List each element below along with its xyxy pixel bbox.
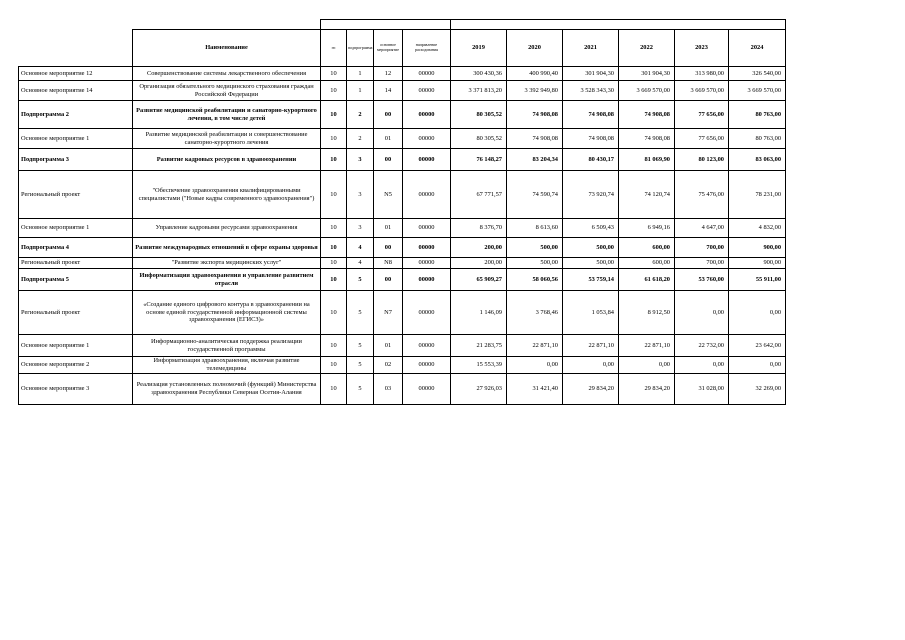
row-value: 21 283,75: [451, 335, 507, 357]
row-pp: 5: [347, 335, 374, 357]
row-value: 80 305,52: [451, 101, 507, 129]
row-value: 8 376,70: [451, 219, 507, 238]
table-row: [19, 374, 786, 405]
row-value: 80 305,52: [451, 129, 507, 149]
header-year: 2021: [563, 30, 619, 67]
header-year: 2020: [507, 30, 563, 67]
row-nr: 00000: [403, 291, 451, 335]
table-row: [19, 238, 786, 258]
row-gp: 10: [321, 291, 347, 335]
header-podprogramma: подпрограмма: [347, 30, 374, 67]
row-nr: 00000: [403, 101, 451, 129]
row-value: 31 028,00: [675, 374, 729, 405]
row-value: 29 834,20: [619, 374, 675, 405]
row-gp: 10: [321, 374, 347, 405]
row-nr: 00000: [403, 258, 451, 269]
row-type: Региональный проект: [19, 291, 133, 335]
row-value: 55 911,00: [729, 269, 786, 291]
row-value: 200,00: [451, 258, 507, 269]
row-value: 8 912,50: [619, 291, 675, 335]
row-name: Развитие кадровых ресурсов в здравоохранении: [133, 149, 321, 171]
row-om: N8: [374, 258, 403, 269]
row-value: 80 430,17: [563, 149, 619, 171]
header-osnovnoe: основное мероприятие: [374, 30, 403, 67]
row-value: 600,00: [619, 238, 675, 258]
row-gp: 10: [321, 269, 347, 291]
row-pp: 3: [347, 219, 374, 238]
row-om: 01: [374, 335, 403, 357]
row-value: 74 908,08: [507, 129, 563, 149]
row-type: Подпрограмма 2: [19, 101, 133, 129]
row-value: 74 908,08: [563, 129, 619, 149]
header-year: 2019: [451, 30, 507, 67]
row-pp: 5: [347, 357, 374, 374]
row-pp: 2: [347, 129, 374, 149]
row-name: Развитие медицинской реабилитации и совершенствование санаторно-курортного лечения: [133, 129, 321, 149]
budget-table-sheet: [18, 19, 785, 405]
row-value: 0,00: [675, 357, 729, 374]
row-value: 74 908,08: [563, 101, 619, 129]
row-value: 0,00: [563, 357, 619, 374]
row-value: 313 980,00: [675, 67, 729, 81]
row-name: Управление кадровыми ресурсами здравоохранения: [133, 219, 321, 238]
row-name: Развитие международных отношений в сфере охраны здоровья: [133, 238, 321, 258]
table-row: [19, 291, 786, 335]
row-value: 27 926,03: [451, 374, 507, 405]
row-value: 53 760,00: [675, 269, 729, 291]
row-name: Развитие медицинской реабилитации и санаторно-курортного лечения, в том числе детей: [133, 101, 321, 129]
row-nr: 00000: [403, 171, 451, 219]
table-row: [19, 269, 786, 291]
row-om: 12: [374, 67, 403, 81]
row-pp: 2: [347, 101, 374, 129]
row-value: 76 148,27: [451, 149, 507, 171]
header-year: 2022: [619, 30, 675, 67]
row-value: 0,00: [675, 291, 729, 335]
row-name: "Развитие экспорта медицинских услуг": [133, 258, 321, 269]
row-value: 58 060,56: [507, 269, 563, 291]
row-gp: 10: [321, 238, 347, 258]
row-value: 77 656,00: [675, 129, 729, 149]
table-row: [19, 67, 786, 81]
row-type: Основное мероприятие 1: [19, 335, 133, 357]
row-pp: 1: [347, 81, 374, 101]
row-value: 53 759,14: [563, 269, 619, 291]
row-value: 80 763,00: [729, 101, 786, 129]
row-type: Основное мероприятие 2: [19, 357, 133, 374]
row-pp: 5: [347, 291, 374, 335]
row-om: 00: [374, 149, 403, 171]
row-value: 74 908,08: [507, 101, 563, 129]
row-om: 14: [374, 81, 403, 101]
row-om: 01: [374, 129, 403, 149]
table-row: [19, 335, 786, 357]
row-value: 23 642,00: [729, 335, 786, 357]
row-value: 700,00: [675, 238, 729, 258]
row-value: 61 618,20: [619, 269, 675, 291]
row-om: 00: [374, 238, 403, 258]
row-pp: 5: [347, 374, 374, 405]
table-row: [19, 129, 786, 149]
row-value: 0,00: [729, 357, 786, 374]
row-pp: 3: [347, 171, 374, 219]
row-value: 65 909,27: [451, 269, 507, 291]
row-type: Подпрограмма 5: [19, 269, 133, 291]
row-value: 400 990,40: [507, 67, 563, 81]
row-value: 700,00: [675, 258, 729, 269]
row-value: 67 771,57: [451, 171, 507, 219]
row-type: Основное мероприятие 1: [19, 219, 133, 238]
row-value: 4 647,00: [675, 219, 729, 238]
row-gp: 10: [321, 67, 347, 81]
row-nr: 00000: [403, 149, 451, 171]
row-pp: 5: [347, 269, 374, 291]
row-value: 83 204,34: [507, 149, 563, 171]
row-value: 81 069,90: [619, 149, 675, 171]
row-om: 00: [374, 101, 403, 129]
row-value: 15 553,39: [451, 357, 507, 374]
row-value: 74 120,74: [619, 171, 675, 219]
row-gp: 10: [321, 171, 347, 219]
row-name: Реализация установленных полномочий (функций) Министерства здравоохранения Республики Северная Осетия-Алания: [133, 374, 321, 405]
row-pp: 3: [347, 149, 374, 171]
row-value: 80 123,00: [675, 149, 729, 171]
row-value: 3 392 949,80: [507, 81, 563, 101]
row-type: Основное мероприятие 12: [19, 67, 133, 81]
row-value: 6 509,43: [563, 219, 619, 238]
row-value: 200,00: [451, 238, 507, 258]
row-om: N7: [374, 291, 403, 335]
row-value: 6 949,16: [619, 219, 675, 238]
row-gp: 10: [321, 101, 347, 129]
row-value: 1 053,84: [563, 291, 619, 335]
row-value: 0,00: [729, 291, 786, 335]
row-value: 326 540,00: [729, 67, 786, 81]
row-name: Совершенствование системы лекарственного обеспечения: [133, 67, 321, 81]
row-value: 75 476,00: [675, 171, 729, 219]
row-nr: 00000: [403, 357, 451, 374]
header-year: 2023: [675, 30, 729, 67]
row-name: Информатизация здравоохранения и управление развитием отрасли: [133, 269, 321, 291]
row-value: 3 371 813,20: [451, 81, 507, 101]
row-value: 22 871,10: [619, 335, 675, 357]
row-om: 00: [374, 269, 403, 291]
row-value: 500,00: [507, 258, 563, 269]
row-nr: 00000: [403, 335, 451, 357]
row-value: 3 669 570,00: [619, 81, 675, 101]
row-value: 500,00: [563, 258, 619, 269]
row-nr: 00000: [403, 67, 451, 81]
row-value: 1 146,09: [451, 291, 507, 335]
row-name: Организация обязательного медицинского страхования граждан Российской Федерации: [133, 81, 321, 101]
row-nr: 00000: [403, 81, 451, 101]
table-row: [19, 219, 786, 238]
row-value: 300 430,36: [451, 67, 507, 81]
row-nr: 00000: [403, 219, 451, 238]
row-value: 600,00: [619, 258, 675, 269]
header-year: 2024: [729, 30, 786, 67]
row-value: 32 269,00: [729, 374, 786, 405]
row-nr: 00000: [403, 374, 451, 405]
row-type: Подпрограмма 4: [19, 238, 133, 258]
row-om: N5: [374, 171, 403, 219]
row-gp: 10: [321, 81, 347, 101]
row-name: Информационно-аналитическая поддержка реализации государственной программы: [133, 335, 321, 357]
row-pp: 4: [347, 238, 374, 258]
row-value: 500,00: [563, 238, 619, 258]
row-value: 31 421,40: [507, 374, 563, 405]
row-gp: 10: [321, 357, 347, 374]
row-om: 01: [374, 219, 403, 238]
row-value: 3 768,46: [507, 291, 563, 335]
row-name: «Создание единого цифрового контура в здравоохранении на основе единой государственной информационной системы здравоохранения (ЕГИСЗ)»: [133, 291, 321, 335]
row-type: Подпрограмма 3: [19, 149, 133, 171]
header-name: Наименование: [133, 30, 321, 67]
row-value: 3 528 343,30: [563, 81, 619, 101]
row-gp: 10: [321, 335, 347, 357]
row-type: Региональный проект: [19, 258, 133, 269]
row-value: 22 871,10: [507, 335, 563, 357]
row-nr: 00000: [403, 238, 451, 258]
row-type: Основное мероприятие 14: [19, 81, 133, 101]
row-pp: 4: [347, 258, 374, 269]
row-value: 74 590,74: [507, 171, 563, 219]
table-row: [19, 171, 786, 219]
row-gp: 10: [321, 219, 347, 238]
row-type: Основное мероприятие 1: [19, 129, 133, 149]
row-type: Основное мероприятие 3: [19, 374, 133, 405]
row-om: 02: [374, 357, 403, 374]
row-name: Информатизация здравоохранения, включая развитие телемедицины: [133, 357, 321, 374]
budget-table: [18, 19, 786, 405]
row-nr: 00000: [403, 129, 451, 149]
row-value: 22 732,00: [675, 335, 729, 357]
header-top-row: [19, 20, 786, 30]
row-value: 0,00: [619, 357, 675, 374]
row-value: 22 871,10: [563, 335, 619, 357]
row-gp: 10: [321, 258, 347, 269]
row-nr: 00000: [403, 269, 451, 291]
row-value: 3 669 570,00: [729, 81, 786, 101]
row-value: 73 920,74: [563, 171, 619, 219]
header-napravlenie: направление расходования: [403, 30, 451, 67]
row-value: 500,00: [507, 238, 563, 258]
row-gp: 10: [321, 129, 347, 149]
row-pp: 1: [347, 67, 374, 81]
table-row: [19, 357, 786, 374]
table-row: [19, 81, 786, 101]
row-value: 29 834,20: [563, 374, 619, 405]
row-value: 77 656,00: [675, 101, 729, 129]
row-name: "Обеспечение здравоохранения квалифицированными специалистами ("Новые кадры современного здравоохранения"): [133, 171, 321, 219]
row-value: 0,00: [507, 357, 563, 374]
row-value: 4 832,00: [729, 219, 786, 238]
row-value: 74 908,08: [619, 129, 675, 149]
row-value: 83 063,00: [729, 149, 786, 171]
header-gp: гп: [321, 30, 347, 67]
table-row: [19, 258, 786, 269]
row-value: 900,00: [729, 238, 786, 258]
header-row: [19, 30, 786, 67]
row-value: 301 904,30: [619, 67, 675, 81]
row-gp: 10: [321, 149, 347, 171]
row-value: 3 669 570,00: [675, 81, 729, 101]
table-body: [19, 67, 786, 405]
row-om: 03: [374, 374, 403, 405]
table-row: [19, 149, 786, 171]
row-value: 8 613,60: [507, 219, 563, 238]
row-value: 80 763,00: [729, 129, 786, 149]
row-value: 301 904,30: [563, 67, 619, 81]
row-value: 900,00: [729, 258, 786, 269]
row-type: Региональный проект: [19, 171, 133, 219]
row-value: 74 908,08: [619, 101, 675, 129]
table-row: [19, 101, 786, 129]
row-value: 78 231,00: [729, 171, 786, 219]
